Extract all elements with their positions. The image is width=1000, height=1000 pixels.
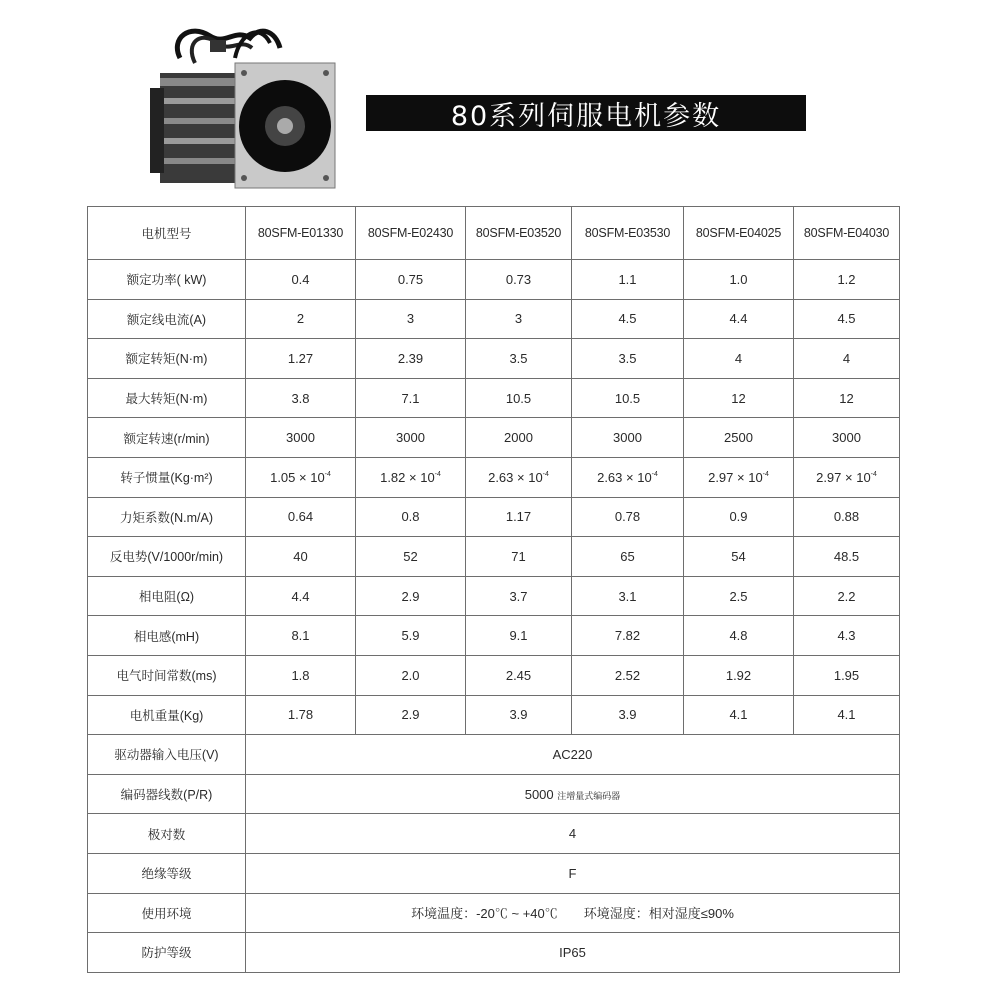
- cell-value: 10.5: [505, 390, 532, 406]
- table-cell: [794, 616, 900, 656]
- table-cell: [246, 695, 356, 735]
- table-cell: [684, 418, 794, 458]
- table-cell: [466, 537, 572, 577]
- cell-value: 40: [293, 548, 308, 564]
- exponent: -4: [651, 470, 658, 478]
- cell-value: 3.9: [509, 707, 528, 723]
- cell-value: 1.82 × 10: [380, 469, 435, 485]
- table-cell: [684, 378, 794, 418]
- cell-value: 65: [620, 548, 635, 564]
- table-cell: [246, 418, 356, 458]
- table-cell: [572, 299, 684, 339]
- table-row: [88, 655, 900, 695]
- table-cell: [572, 655, 684, 695]
- table-cell: [684, 457, 794, 497]
- table-cell: [794, 576, 900, 616]
- cell-value: 2.63 × 10: [488, 469, 543, 485]
- cell-value: 3: [514, 311, 523, 327]
- table-cell: [246, 616, 356, 656]
- table-cell: [572, 537, 684, 577]
- table-cell: [684, 616, 794, 656]
- cell-value: 1.78: [287, 707, 314, 723]
- table-cell: [356, 576, 466, 616]
- cell-value: 4: [568, 826, 577, 842]
- table-cell: [246, 378, 356, 418]
- table-cell: [794, 418, 900, 458]
- table-cell: [572, 260, 684, 300]
- cell-value: 2.45: [505, 667, 532, 683]
- table-cell: [466, 339, 572, 379]
- cell-value: 12: [839, 390, 854, 406]
- cell-value: 12: [731, 390, 746, 406]
- page-title-text: 80系列伺服电机参数: [450, 100, 722, 132]
- cell-value: 2.9: [401, 707, 420, 723]
- row-label: 电机重量(Kg): [88, 695, 246, 735]
- row-label: 使用环境: [88, 893, 246, 933]
- table-cell: [246, 299, 356, 339]
- cell-note: 注增量式编码器: [557, 790, 621, 801]
- wide-cell: [246, 774, 900, 814]
- row-label: 防护等级: [88, 933, 246, 973]
- cell-value: 2.9: [401, 588, 420, 604]
- table-row: [88, 853, 900, 893]
- table-row: [88, 576, 900, 616]
- table-cell: [246, 260, 356, 300]
- cell-value: 1.27: [287, 350, 314, 366]
- table-cell: [684, 695, 794, 735]
- cell-value: 环境温度：-20℃ ~ +40℃ 环境湿度：相对湿度≤90%: [411, 906, 734, 922]
- cell-value: 10.5: [614, 390, 641, 406]
- row-label: 绝缘等级: [88, 853, 246, 893]
- cell-value: 0.78: [614, 509, 641, 525]
- table-cell: [684, 576, 794, 616]
- cell-value: 4.4: [729, 311, 748, 327]
- table-cell: [246, 497, 356, 537]
- cell-value: 54: [731, 548, 746, 564]
- table-cell: [356, 537, 466, 577]
- cell-value: 2.39: [397, 350, 424, 366]
- model-header: 80SFM-E01330: [246, 207, 356, 260]
- cell-value: 4.8: [729, 628, 748, 644]
- table-row: [88, 339, 900, 379]
- cell-value: 2.2: [837, 588, 856, 604]
- model-header: 80SFM-E02430: [356, 207, 466, 260]
- cell-value: 2500: [724, 430, 753, 446]
- table-cell: [684, 339, 794, 379]
- wide-cell: [246, 853, 900, 893]
- row-label: 反电势(V/1000r/min): [88, 537, 246, 577]
- cell-value: 4: [842, 350, 851, 366]
- row-label: 转子惯量(Kg·m²): [88, 457, 246, 497]
- exponent: -4: [870, 470, 877, 478]
- table-cell: [356, 299, 466, 339]
- table-cell: [246, 339, 356, 379]
- cell-value: 0.64: [287, 509, 314, 525]
- table-cell: [466, 378, 572, 418]
- cell-value: 4.1: [837, 707, 856, 723]
- table-cell: [684, 260, 794, 300]
- cell-value: 3.9: [618, 707, 637, 723]
- table-cell: [466, 260, 572, 300]
- row-label: 相电感(mH): [88, 616, 246, 656]
- table-header-row: [88, 207, 900, 260]
- table-cell: [572, 418, 684, 458]
- row-label: 额定转速(r/min): [88, 418, 246, 458]
- cell-value: 2000: [504, 430, 533, 446]
- cell-value: 52: [403, 548, 418, 564]
- cell-value: 0.9: [729, 509, 748, 525]
- table-cell: [794, 655, 900, 695]
- page-title: [366, 95, 806, 131]
- table-cell: [572, 616, 684, 656]
- cell-value: AC220: [552, 746, 593, 762]
- cell-value: 4.5: [618, 311, 637, 327]
- table-row: [88, 814, 900, 854]
- cell-value: 1.1: [618, 271, 637, 287]
- table-cell: [246, 457, 356, 497]
- row-label: 额定功率( kW): [88, 260, 246, 300]
- cell-value: 2.5: [729, 588, 748, 604]
- table-cell: [356, 339, 466, 379]
- table-row: [88, 457, 900, 497]
- table-cell: [572, 457, 684, 497]
- table-cell: [356, 497, 466, 537]
- table-row: [88, 933, 900, 973]
- cell-value: 4.3: [837, 628, 856, 644]
- model-header: 80SFM-E03520: [466, 207, 572, 260]
- table-cell: [246, 576, 356, 616]
- row-label: 驱动器输入电压(V): [88, 735, 246, 775]
- table-row: [88, 260, 900, 300]
- cell-value: 3000: [832, 430, 861, 446]
- cell-value: 3000: [396, 430, 425, 446]
- cell-value: 7.1: [401, 390, 420, 406]
- row-label: 额定线电流(A): [88, 299, 246, 339]
- cell-value: 0.4: [291, 271, 310, 287]
- cell-value: 1.92: [725, 667, 752, 683]
- cell-value: 48.5: [833, 548, 860, 564]
- cell-value: F: [568, 865, 577, 881]
- cell-value: 2.0: [401, 667, 420, 683]
- table-row: [88, 497, 900, 537]
- cell-value: 2.63 × 10: [597, 469, 652, 485]
- table-cell: [356, 655, 466, 695]
- cell-value: 4.4: [291, 588, 310, 604]
- model-header: 80SFM-E04030: [794, 207, 900, 260]
- cell-value: 1.8: [291, 667, 310, 683]
- table-cell: [356, 378, 466, 418]
- cell-value: 1.2: [837, 271, 856, 287]
- row-label: 最大转矩(N·m): [88, 378, 246, 418]
- table-cell: [572, 497, 684, 537]
- table-cell: [794, 497, 900, 537]
- table-cell: [466, 418, 572, 458]
- cell-value: 2.52: [614, 667, 641, 683]
- row-label: 相电阻(Ω): [88, 576, 246, 616]
- row-label: 额定转矩(N·m): [88, 339, 246, 379]
- cell-value: 2.97 × 10: [816, 469, 871, 485]
- table-cell: [356, 616, 466, 656]
- cell-value: 1.05 × 10: [270, 469, 325, 485]
- exponent: -4: [762, 470, 769, 478]
- table-cell: [246, 537, 356, 577]
- wide-cell: [246, 814, 900, 854]
- row-label: 极对数: [88, 814, 246, 854]
- table-cell: [684, 537, 794, 577]
- table-row: [88, 774, 900, 814]
- exponent: -4: [542, 470, 549, 478]
- cell-value: 4: [734, 350, 743, 366]
- table-cell: [684, 497, 794, 537]
- header-label: 电机型号: [88, 207, 246, 260]
- table-cell: [794, 695, 900, 735]
- cell-value: 5.9: [401, 628, 420, 644]
- spec-table: [87, 206, 900, 973]
- table-row: [88, 378, 900, 418]
- table-cell: [572, 339, 684, 379]
- table-cell: [466, 576, 572, 616]
- table-row: [88, 893, 900, 933]
- table-cell: [356, 418, 466, 458]
- model-header: 80SFM-E03530: [572, 207, 684, 260]
- cell-value: 3000: [613, 430, 642, 446]
- cell-value: 0.88: [833, 509, 860, 525]
- wide-cell: [246, 735, 900, 775]
- table-cell: [466, 695, 572, 735]
- cell-value: 0.8: [401, 509, 420, 525]
- cell-value: 7.82: [614, 628, 641, 644]
- table-cell: [466, 457, 572, 497]
- row-label: 电气时间常数(ms): [88, 655, 246, 695]
- servo-motor-image: [140, 18, 340, 193]
- cell-value: 4.1: [729, 707, 748, 723]
- cell-value: 71: [511, 548, 526, 564]
- table-cell: [572, 378, 684, 418]
- table-row: [88, 537, 900, 577]
- cell-value: 5000: [524, 786, 554, 802]
- wide-cell: [246, 893, 900, 933]
- table-cell: [794, 457, 900, 497]
- table-cell: [356, 695, 466, 735]
- row-label: 编码器线数(P/R): [88, 774, 246, 814]
- table-cell: [794, 339, 900, 379]
- table-row: [88, 299, 900, 339]
- table-cell: [246, 655, 356, 695]
- table-cell: [794, 299, 900, 339]
- cell-value: 1.17: [505, 509, 532, 525]
- cell-value: 2: [296, 311, 305, 327]
- table-cell: [794, 378, 900, 418]
- cell-value: IP65: [559, 944, 586, 960]
- table-cell: [356, 457, 466, 497]
- cell-value: 3.8: [291, 390, 310, 406]
- wide-cell: [246, 933, 900, 973]
- cell-value: 3: [406, 311, 415, 327]
- cell-value: 0.73: [505, 271, 532, 287]
- cell-value: 3.5: [618, 350, 637, 366]
- table-cell: [466, 655, 572, 695]
- cell-value: 3000: [286, 430, 315, 446]
- table-row: [88, 418, 900, 458]
- table-row: [88, 616, 900, 656]
- cell-value: 2.97 × 10: [708, 469, 763, 485]
- table-cell: [684, 299, 794, 339]
- table-cell: [572, 695, 684, 735]
- table-cell: [466, 616, 572, 656]
- cell-value: 3.1: [618, 588, 637, 604]
- cell-value: 9.1: [509, 628, 528, 644]
- cell-value: 0.75: [397, 271, 424, 287]
- table-cell: [356, 260, 466, 300]
- exponent: -4: [434, 470, 441, 478]
- table-cell: [794, 260, 900, 300]
- row-label: 力矩系数(N.m/A): [88, 497, 246, 537]
- table-row: [88, 695, 900, 735]
- cell-value: 1.95: [833, 667, 860, 683]
- exponent: -4: [324, 470, 331, 478]
- cell-value: 8.1: [291, 628, 310, 644]
- cell-value: 3.7: [509, 588, 528, 604]
- cell-value: 4.5: [837, 311, 856, 327]
- table-row: [88, 735, 900, 775]
- cell-value: 3.5: [509, 350, 528, 366]
- table-cell: [572, 576, 684, 616]
- table-cell: [794, 537, 900, 577]
- model-header: 80SFM-E04025: [684, 207, 794, 260]
- table-cell: [466, 497, 572, 537]
- table-cell: [684, 655, 794, 695]
- table-cell: [466, 299, 572, 339]
- cell-value: 1.0: [729, 271, 748, 287]
